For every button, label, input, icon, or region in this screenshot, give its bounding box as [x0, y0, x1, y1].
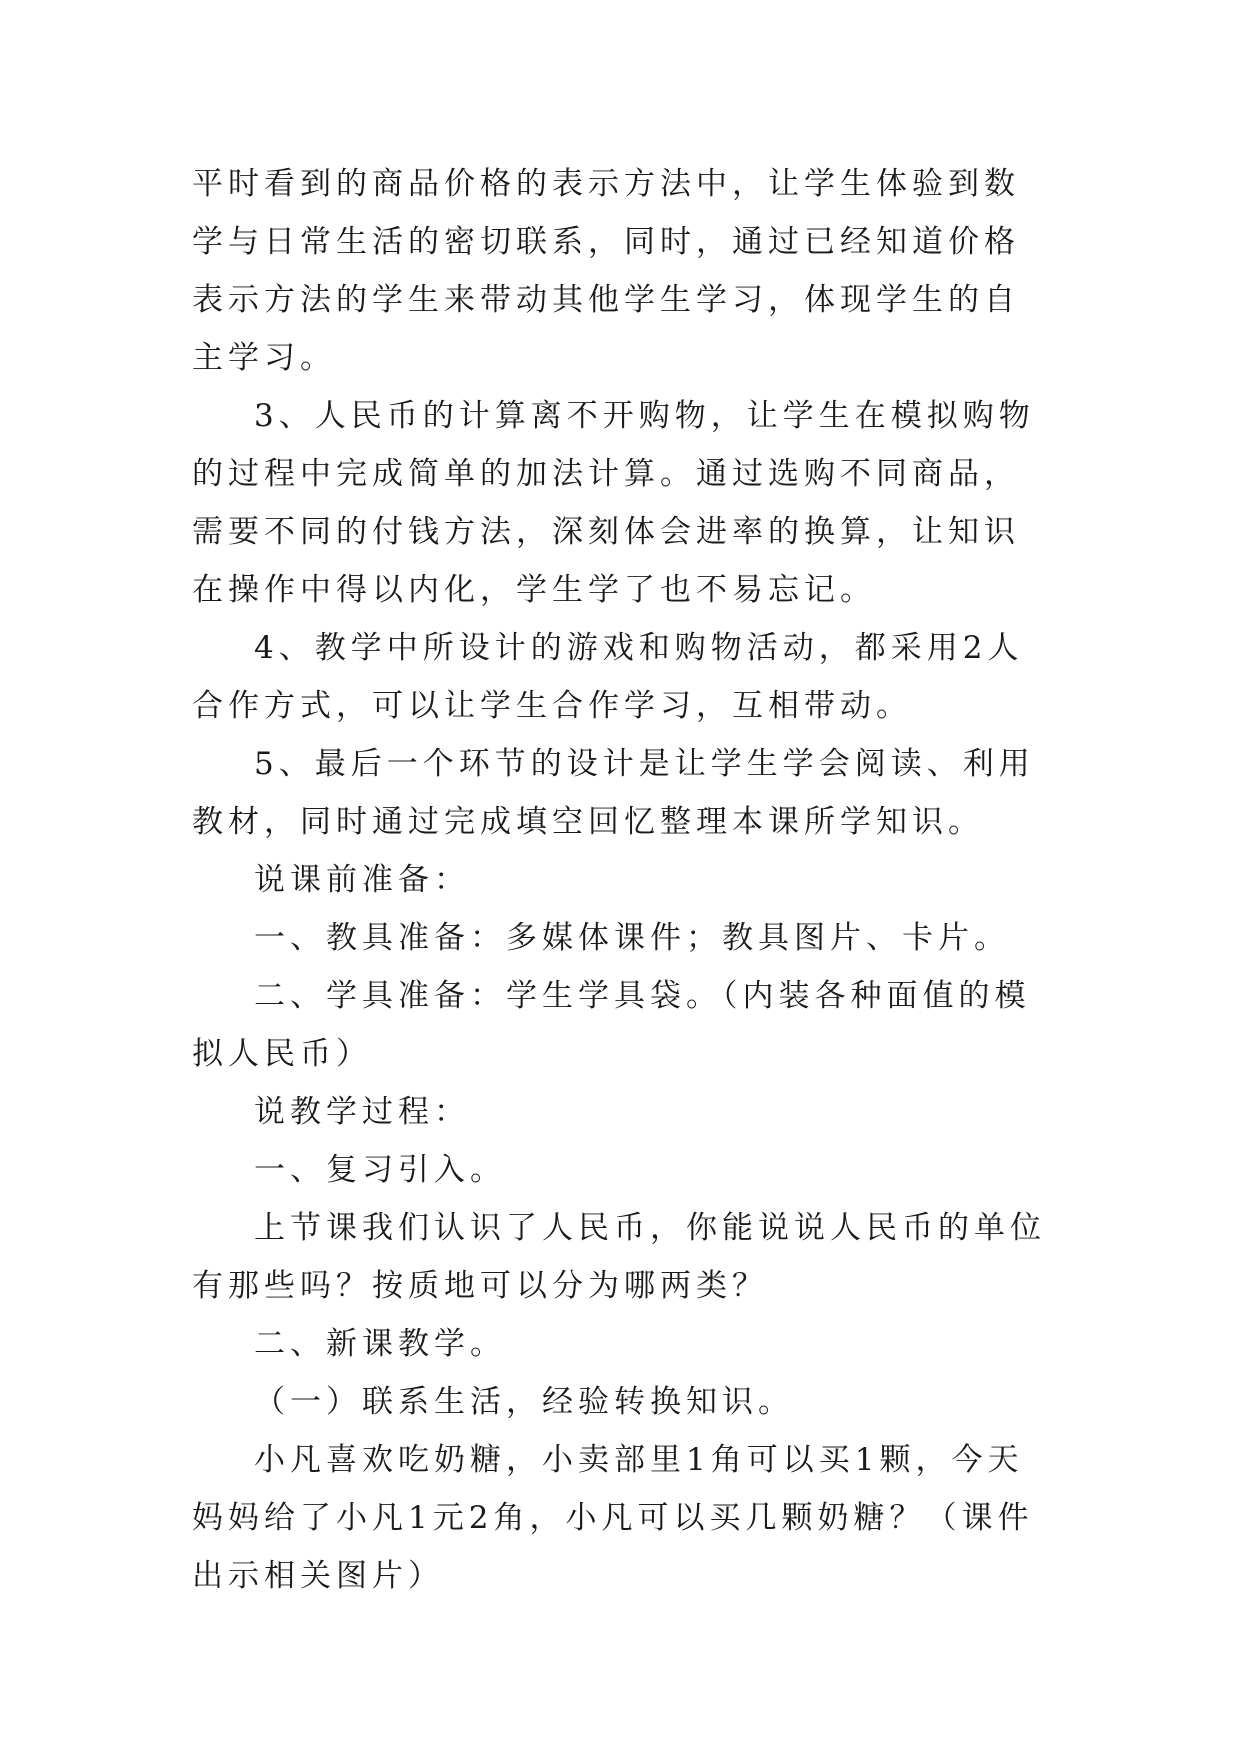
heading-teaching-process: 说教学过程：	[254, 1094, 470, 1130]
paragraph-4: 5、最后一个环节的设计是让学生学会阅读、利用教材，同时通过完成填空回忆整理本课所学知识。	[192, 746, 1035, 840]
paragraph-3: 4、教学中所设计的游戏和购物活动，都采用2人合作方式，可以让学生合作学习，互相带动。	[192, 630, 1024, 724]
paragraph-teaching-aids: 一、教具准备：多媒体课件；教具图片、卡片。	[254, 920, 1010, 956]
paragraph-candy-problem: 小凡喜欢吃奶糖，小卖部里1角可以买1颗，今天妈妈给了小凡1元2角，小凡可以买几颗奶糖？（课件出示相关图片）	[192, 1442, 1034, 1594]
paragraph-1: 平时看到的商品价格的表示方法中，让学生体验到数学与日常生活的密切联系，同时，通过已经知道价格表示方法的学生来带动其他学生学习，体现学生的自主学习。	[192, 166, 1020, 376]
paragraph-2: 3、人民币的计算离不开购物，让学生在模拟购物的过程中完成简单的加法计算。通过选购不同商品，需要不同的付钱方法，深刻体会进率的换算，让知识在操作中得以内化，学生学了也不易忘记。	[192, 398, 1035, 608]
heading-section-one: （一）联系生活，经验转换知识。	[254, 1384, 794, 1420]
paragraph-learning-aids: 二、学具准备：学生学具袋。（内装各种面值的模拟人民币）	[192, 978, 1031, 1072]
paragraph-review-question: 上节课我们认识了人民币，你能说说人民币的单位有那些吗？按质地可以分为哪两类？	[192, 1210, 1046, 1304]
document-body	[192, 155, 1052, 1605]
heading-new-lesson: 二、新课教学。	[254, 1326, 506, 1362]
heading-lesson-prep: 说课前准备：	[254, 862, 470, 898]
heading-review: 一、复习引入。	[254, 1152, 506, 1188]
